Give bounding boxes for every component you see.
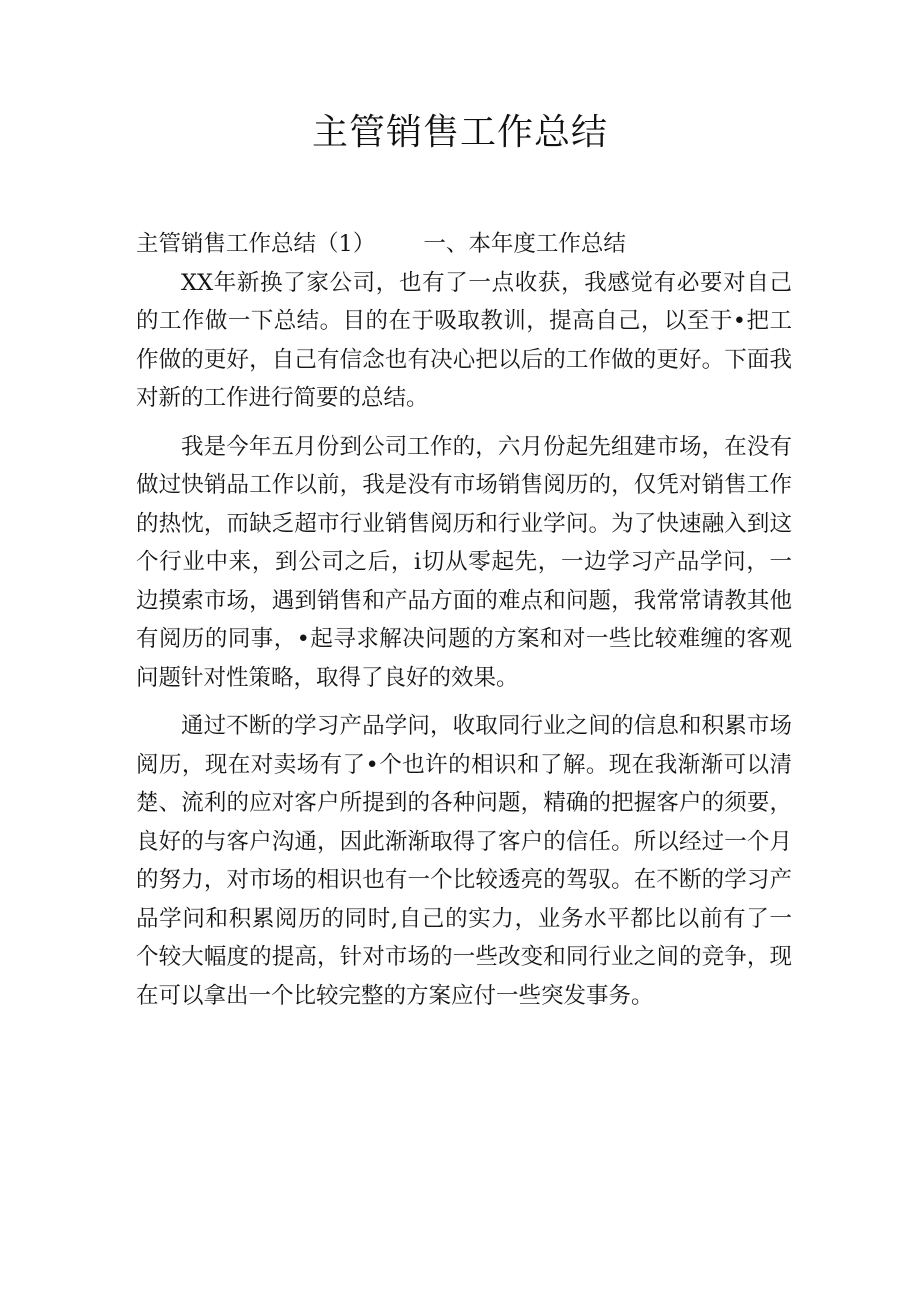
- document-body: [136, 225, 792, 1025]
- paragraph-3: 通过不断的学习产品学问，收取同行业之间的信息和积累市场阅历，现在对卖场有了•个也许的相识和了解。现在我渐渐可以清楚、流利的应对客户所提到的各种问题，精确的把握客户的须要，良好的与客户沟通，因此渐渐取得了客户的信任。所以经过一个月的努力，对市场的相识也有一个比较透亮的驾驭。在不断的学习产品学问和积累阅历的同时,自己的实力，业务水平都比以前有了一个较大幅度的提高，针对市场的一些改变和同行业之间的竞争，现在可以拿出一个比较完整的方案应付一些突发事务。: [136, 713, 792, 1009]
- document-title: 主管销售工作总结: [311, 112, 608, 153]
- paragraph-2: 我是今年五月份到公司工作的，六月份起先组建市场，在没有做过快销品工作以前，我是没有市场销售阅历的，仅凭对销售工作的热忱，而缺乏超市行业销售阅历和行业学问。为了快速融入到这个行业中来，到公司之后，i切从零起先，一边学习产品学问，一边摸索市场，遇到销售和产品方面的难点和问题，我常常请教其他有阅历的同事，•起寻求解决问题的方案和对一些比较难缠的客观问题针对性策略，取得了良好的效果。: [136, 433, 792, 691]
- paragraph-1: XX年新换了家公司，也有了一点收获，我感觉有必要对自己的工作做一下总结。目的在于吸取教训，提高自己，以至于•把工作做的更好，自己有信念也有决心把以后的工作做的更好。下面我对新的工作进行简要的总结。: [136, 269, 792, 411]
- section-heading: [136, 225, 792, 264]
- section-part-label: 主管销售工作总结（1）: [136, 231, 376, 257]
- section-sub-label: 一、本年度工作总结: [423, 231, 626, 257]
